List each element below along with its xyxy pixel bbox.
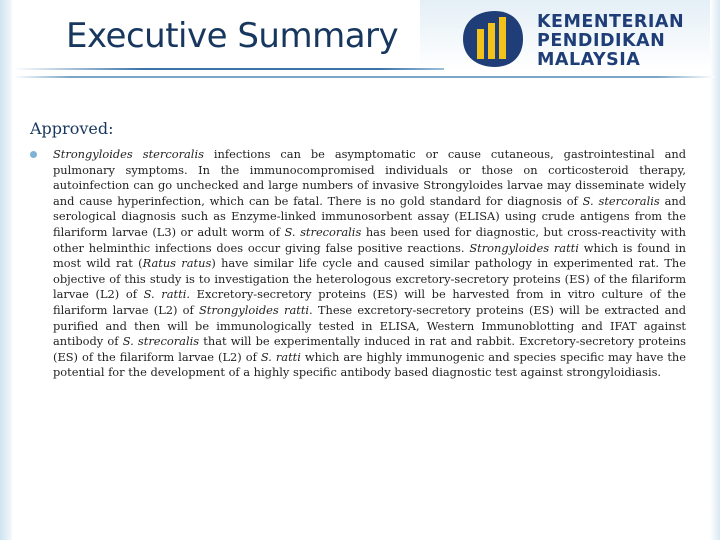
text-segment: S. ratti xyxy=(260,349,301,364)
ministry-logo xyxy=(455,9,710,69)
logo-line-3: MALAYSIA xyxy=(537,50,641,70)
left-frame-gradient xyxy=(0,0,12,540)
text-segment: infections can be asymptomatic or cause cutaneous, gastrointestinal and pulmonary symptoms. In the immunocompromised individuals or those on corticosteroid therapy, autoinfection can go unchecked and large numbers of invasive Strongyloides larvae may disseminate widely and cause hyperinfection, which can be fatal. There is no gold standard for diagnosis of xyxy=(53,147,686,208)
bullet-icon xyxy=(30,151,37,158)
section-heading: Approved: xyxy=(30,119,114,138)
text-segment: Strongyloides stercoralis xyxy=(53,147,204,161)
text-segment: Ratus ratus xyxy=(142,256,212,271)
text-segment: which is found in most wild rat ( xyxy=(53,240,686,271)
logo-line-1: KEMENTERIAN xyxy=(537,12,685,32)
bullet-item xyxy=(30,147,686,381)
text-segment: S. strecoralis xyxy=(284,224,362,239)
right-frame-gradient xyxy=(710,0,720,540)
logo-line-2: PENDIDIKAN xyxy=(537,31,666,51)
summary-paragraph xyxy=(53,147,686,381)
text-segment: that will be experimentally induced in rat and rabbit. Excretory-secretory proteins (ES) of the filariform larvae (L2) of xyxy=(53,334,686,364)
text-segment: S. stercoralis xyxy=(582,193,660,208)
text-segment: S. ratti xyxy=(143,287,187,302)
text-segment: Strongyloides ratti xyxy=(469,240,579,255)
text-segment: has been used for diagnostic, but cross-reactivity with other helminthic infections does occur giving false positive reactions. xyxy=(53,224,686,255)
text-segment: S. strecoralis xyxy=(122,334,200,349)
text-segment: . These excretory-secretory proteins (ES) will be extracted and purified and then will be immunologically tested in ELISA, Western Immunoblotting and IFAT against antibody of xyxy=(53,302,686,349)
ministry-emblem-icon xyxy=(455,9,527,69)
header-divider xyxy=(14,76,714,78)
page-title: Executive Summary xyxy=(66,16,399,56)
ministry-name xyxy=(537,13,684,70)
text-segment: . Excretory-secretory proteins (ES) will be harvested from in vitro culture of the filariform larvae (L2) of xyxy=(53,287,686,317)
text-segment: which are highly immunogenic and species specific may have the potential for the development of a highly specific antibody based diagnostic test against strongyloidiasis. xyxy=(53,349,686,380)
title-underline xyxy=(14,68,444,70)
text-segment: and serological diagnosis such as Enzyme-linked immunosorbent assay (ELISA) using crude antigens from the filariform larvae (L3) or adult worm of xyxy=(53,193,686,239)
text-segment: ) have similar life cycle and caused similar pathology in experimented rat. The objective of this study is to investigation the heterologous excretory-secretory proteins (ES) of the filariform larvae (L2) of xyxy=(53,256,686,302)
text-segment: Strongyloides ratti xyxy=(199,302,310,317)
